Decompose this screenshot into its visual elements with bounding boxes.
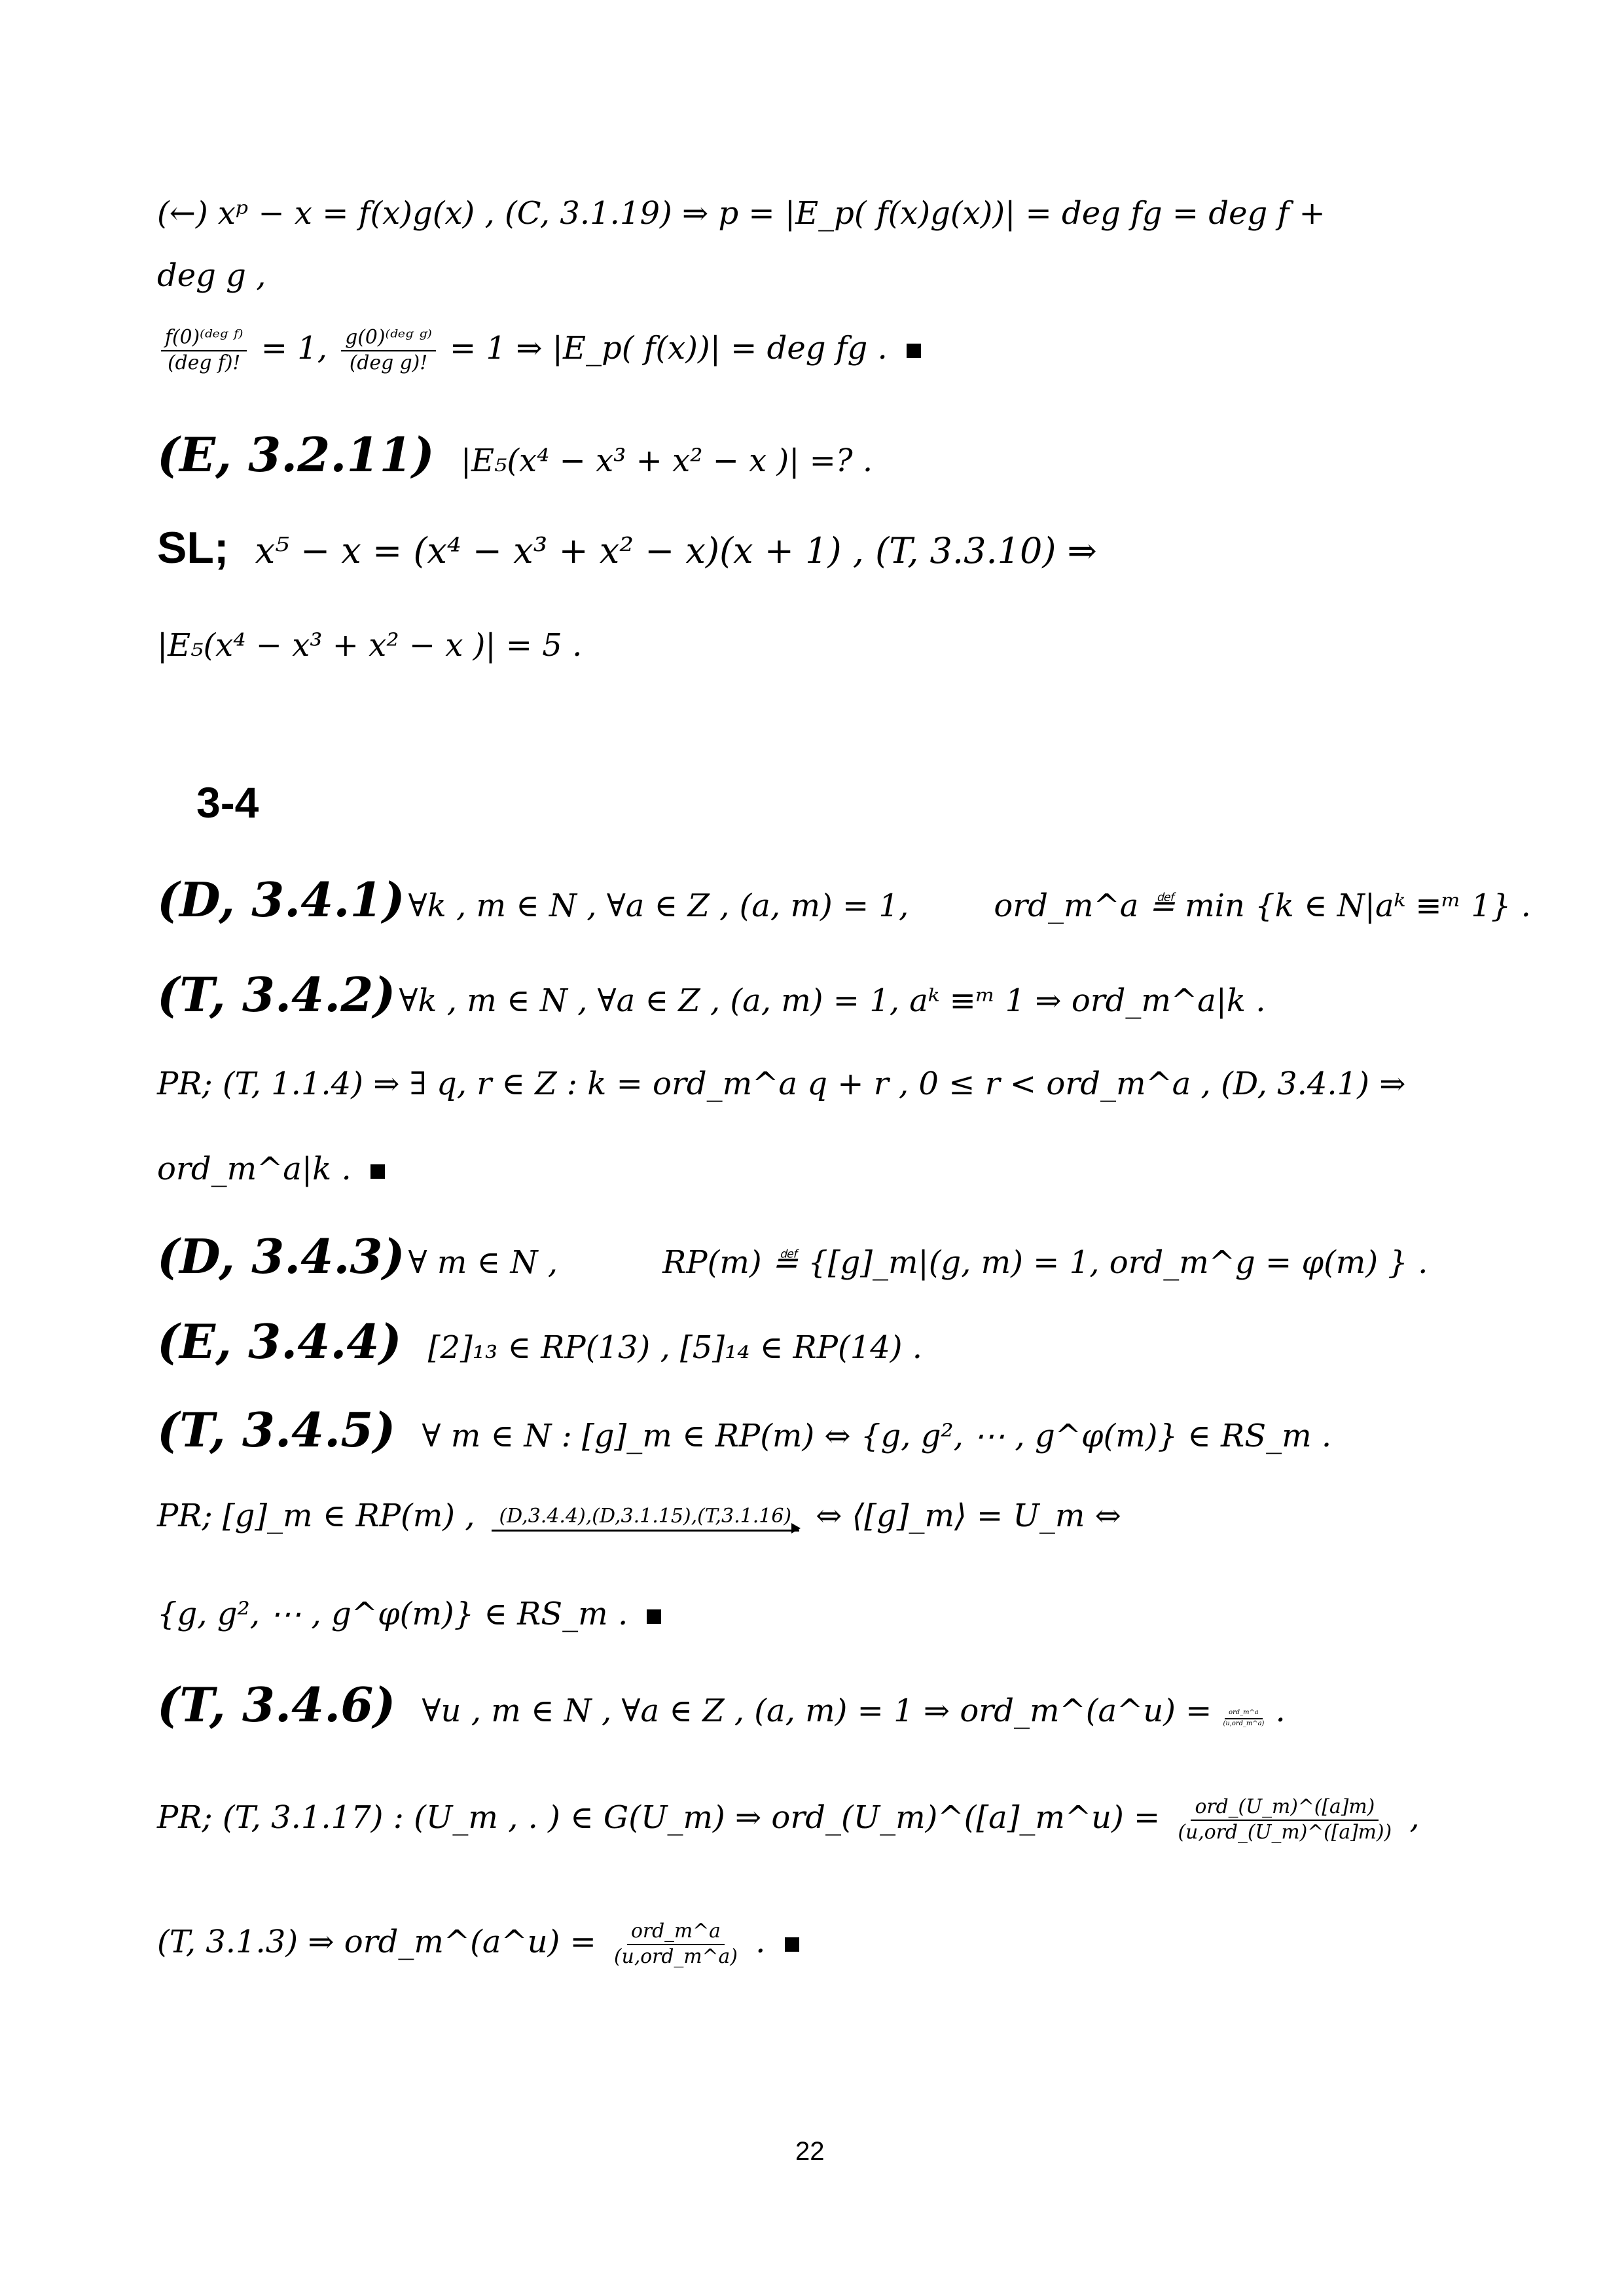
definition-3-4-1 xyxy=(157,874,1531,925)
solution-label: SL; xyxy=(157,523,229,573)
fraction-f-num: f(0)⁽ᵈᵉᵍ ᶠ⁾ xyxy=(161,327,247,351)
fraction-g-den: (deg g)! xyxy=(349,351,428,374)
theorem-label: (T, 3.4.5) xyxy=(157,1402,396,1458)
theorem-fraction-den: (u,ord_m^a) xyxy=(1223,1719,1265,1727)
theorem-body: ∀u , m ∈ N , ∀a ∈ Z , (a, m) = 1 ⇒ ord_m^(a^u) = xyxy=(422,1693,1212,1729)
qed-icon xyxy=(907,344,921,358)
proof-3-4-2-text-b: ord_m^a|k . xyxy=(157,1151,352,1187)
example-body: |E₅(x⁴ − x³ + x² − x )| =? . xyxy=(460,442,873,479)
fraction-g-num: g(0)⁽ᵈᵉᵍ ᵍ⁾ xyxy=(341,327,435,351)
arrow-label: (D,3.4.4),(D,3.1.15),(T,3.1.16) xyxy=(499,1504,792,1528)
proof-3-4-6-b: (T, 3.1.3) ⇒ ord_m^(a^u) = $\frac{\text{ord\_m\textasciicircum{}a}}{\text{(u,ord\_m\textasciicircum{}a)}}$ . xyxy=(157,1921,799,1967)
theorem-3-4-6: (T, 3.4.6) ∀u , m ∈ N , ∀a ∈ Z , (a, m) = 1 ⇒ ord_m^(a^u) = $\frac{\text{ord\_m\textasciicircum{}a}}{\text{(u,ord\_m\textasciicircum{}a)}}$ . xyxy=(157,1677,1286,1732)
implies-arrow-icon xyxy=(492,1505,799,1532)
proof-3-4-6-text-a: PR; (T, 3.1.17) : (U_m , . ) ∈ G(U_m) ⇒ ord_(U_m)^([a]_m^u) = xyxy=(157,1799,1161,1837)
definition-body: ∀ m ∈ N , xyxy=(408,1244,558,1281)
proof-3-4-2-b xyxy=(157,1152,385,1187)
proof-3-4-5-text-b: {g, g², ⋯ , g^φ(m)} ∈ RS_m . xyxy=(157,1596,628,1632)
proof-3-4-2-text-a: PR; (T, 1.1.4) ⇒ ∃ q, r ∈ Z : k = ord_m^a q + r , 0 ≤ r < ord_m^a , (D, 3.4.1) ⇒ xyxy=(157,1066,1406,1102)
example-body: [2]₁₃ ∈ RP(13) , [5]₁₄ ∈ RP(14) . xyxy=(427,1329,923,1366)
example-3-2-11 xyxy=(157,429,873,480)
definition-label: (D, 3.4.1) xyxy=(157,872,405,927)
proof-fraction-num: ord_(U_m)^([a]m) xyxy=(1191,1797,1379,1821)
theorem-fraction xyxy=(1219,1710,1268,1728)
fraction-f xyxy=(161,327,247,374)
proof-3-4-5-text-a: PR; [g]_m ∈ RP(m) , xyxy=(157,1498,475,1534)
definition-body: ∀k , m ∈ N , ∀a ∈ Z , (a, m) = 1, xyxy=(408,888,909,924)
proof-text-1: (←) xᵖ − x = f(x)g(x) , (C, 3.1.19) ⇒ p = |E_p( f(x)g(x))| = deg fg = deg f + xyxy=(157,195,1326,232)
proof-fraction xyxy=(1174,1797,1396,1843)
proof-3-4-5-b xyxy=(157,1597,661,1632)
solution-line xyxy=(157,524,1097,573)
proof-line-3-end: = 1 ⇒ |E_p( f(x))| = deg fg . xyxy=(450,330,888,367)
example-3-4-4 xyxy=(157,1316,922,1367)
solution-body: x⁵ − x = (x⁴ − x³ + x² − x)(x + 1) , (T, 3.3.10) ⇒ xyxy=(255,530,1097,571)
definition-formula: RP(m) ≝ {[g]_m|(g, m) = 1, ord_m^g = φ(m) } . xyxy=(662,1244,1428,1281)
example-label: (E, 3.2.11) xyxy=(157,427,435,482)
solution-result-text: |E₅(x⁴ − x³ + x² − x )| = 5 . xyxy=(157,627,583,664)
theorem-body: ∀ m ∈ N : [g]_m ∈ RP(m) ⇔ {g, g², ⋯ , g^φ(m)} ∈ RS_m . xyxy=(422,1418,1332,1454)
solution-result xyxy=(157,628,582,663)
proof-3-4-6-a: PR; (T, 3.1.17) : (U_m , . ) ∈ G(U_m) ⇒ ord_(U_m)^([a]_m^u) = $\frac{\text{ord\_(U\_m)\textasciicircum{}([a]m)}}{\text{(u,ord\_(U\_m)\textasciicircum{}([a]m))}}$ , xyxy=(157,1795,1420,1844)
proof-line-3-mid: = 1, xyxy=(261,330,328,367)
proof-fraction-b xyxy=(610,1921,742,1967)
qed-icon xyxy=(785,1937,799,1952)
page-number-text: 22 xyxy=(795,2137,825,2166)
theorem-3-4-5 xyxy=(157,1404,1331,1456)
theorem-fraction-num: ord_m^a xyxy=(1225,1710,1263,1719)
section-heading xyxy=(196,779,259,827)
fraction-f-den: (deg f)! xyxy=(168,351,241,374)
fraction-g xyxy=(341,327,435,374)
qed-icon xyxy=(647,1609,661,1624)
example-label: (E, 3.4.4) xyxy=(157,1314,402,1369)
theorem-label: (T, 3.4.2) xyxy=(157,967,396,1022)
proof-line-3 xyxy=(157,327,921,374)
proof-fraction-b-den: (u,ord_m^a) xyxy=(614,1945,738,1968)
proof-text-2: deg g , xyxy=(157,257,266,294)
proof-line-2 xyxy=(157,259,266,293)
section-title: 3-4 xyxy=(196,778,259,827)
proof-3-4-5-a xyxy=(157,1499,1121,1534)
definition-3-4-3 xyxy=(157,1230,1428,1282)
page-number xyxy=(795,2137,825,2166)
definition-formula: ord_m^a ≝ min {k ∈ N|aᵏ ≡ᵐ 1} . xyxy=(994,888,1531,924)
proof-3-4-5-text-a-end: ⇔ ⟨[g]_m⟩ = U_m ⇔ xyxy=(816,1498,1121,1534)
proof-fraction-den: (u,ord_(U_m)^([a]m)) xyxy=(1178,1820,1392,1844)
theorem-label: (T, 3.4.6) xyxy=(157,1677,396,1732)
proof-3-4-6-text-b: (T, 3.1.3) ⇒ ord_m^(a^u) = xyxy=(157,1924,596,1961)
proof-line-1 xyxy=(157,196,1326,231)
theorem-3-4-2 xyxy=(157,969,1266,1020)
theorem-body: ∀k , m ∈ N , ∀a ∈ Z , (a, m) = 1, aᵏ ≡ᵐ 1 ⇒ ord_m^a|k . xyxy=(399,982,1266,1019)
qed-icon xyxy=(370,1164,385,1179)
proof-3-4-2-a xyxy=(157,1067,1405,1102)
proof-fraction-b-num: ord_m^a xyxy=(627,1921,725,1945)
definition-label: (D, 3.4.3) xyxy=(157,1229,405,1284)
